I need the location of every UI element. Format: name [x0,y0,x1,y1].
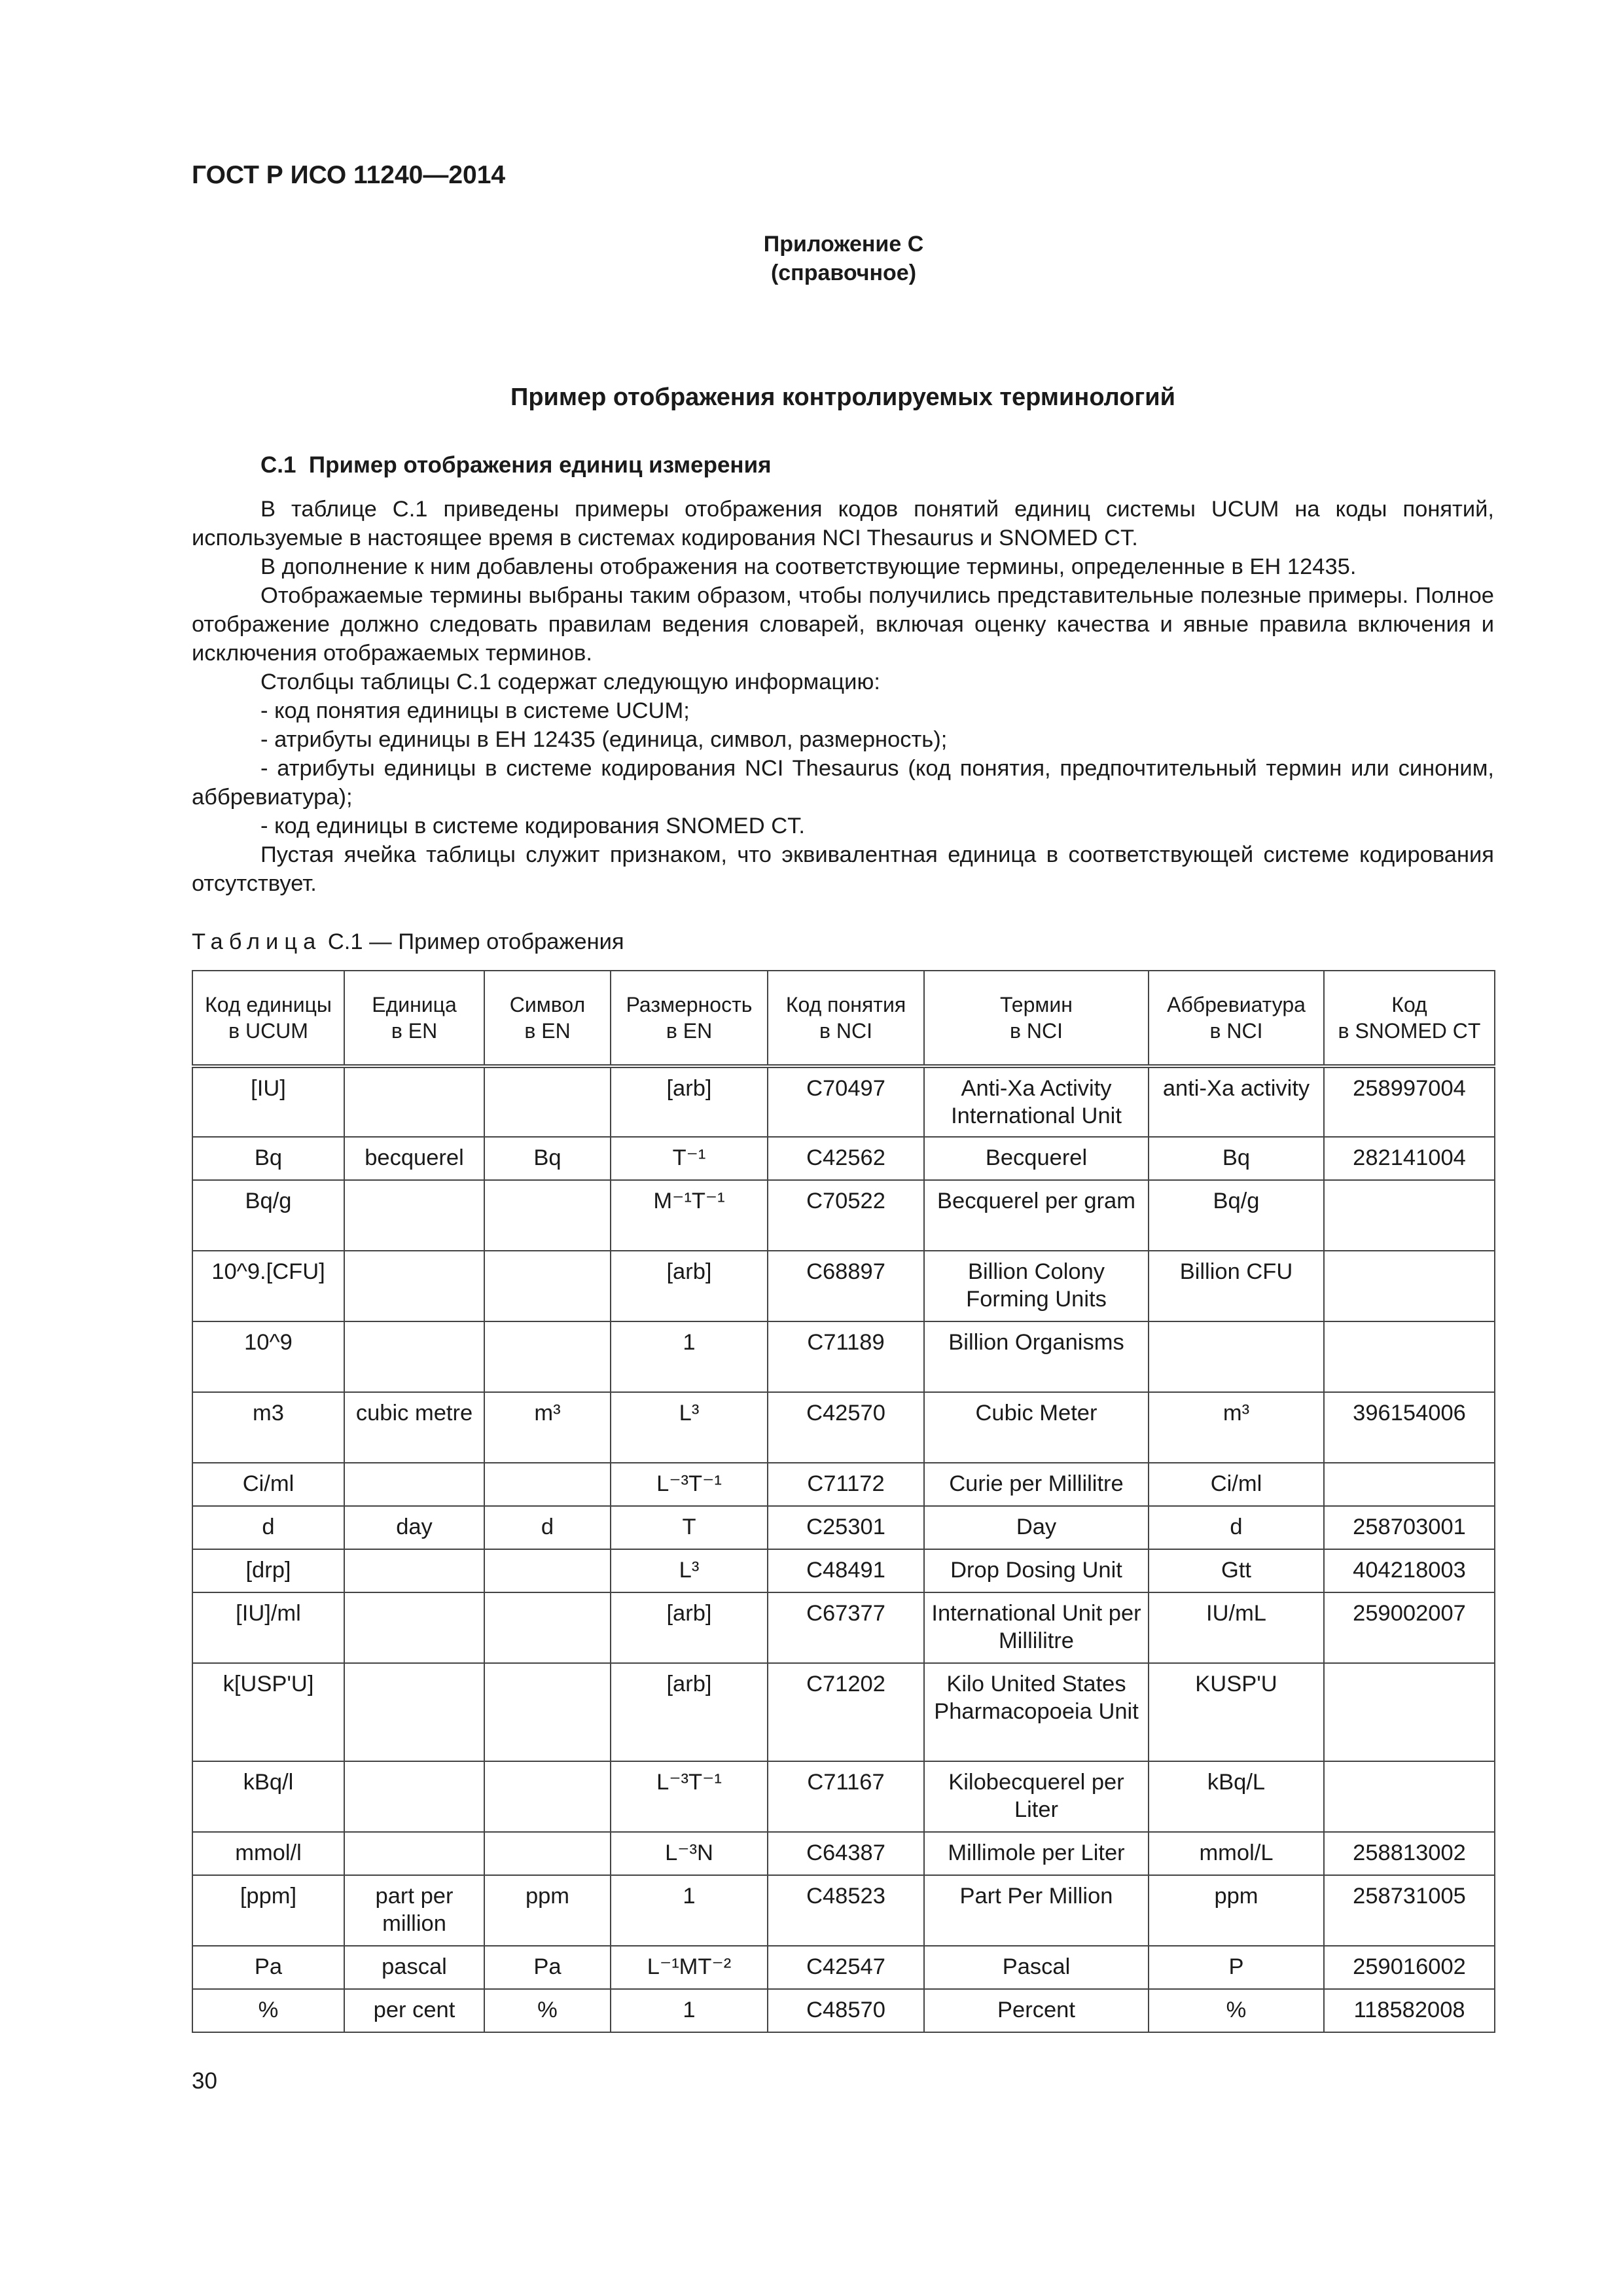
table-row [192,1251,1495,1321]
cell-nci-abbreviation: P [1149,1946,1324,1989]
table-row [192,1592,1495,1663]
cell-nci-term: Day [924,1506,1149,1549]
table-row [192,1066,1495,1137]
cell-nci-abbreviation [1149,1321,1324,1392]
cell-nci-term: Part Per Million [924,1875,1149,1946]
table-row [192,1463,1495,1506]
cell-en-symbol: Bq [484,1137,611,1180]
cell-en-symbol: ppm [484,1875,611,1946]
cell-nci-term: Cubic Meter [924,1392,1149,1463]
cell-en-symbol [484,1592,611,1663]
cell-nci-abbreviation: Ci/ml [1149,1463,1324,1506]
cell-en-unit: cubic metre [344,1392,484,1463]
cell-en-dimension: L³ [611,1549,768,1592]
cell-nci-code: C64387 [768,1832,924,1875]
table-row [192,1989,1495,2032]
cell-en-dimension: M⁻¹T⁻¹ [611,1180,768,1251]
cell-nci-code: C48491 [768,1549,924,1592]
cell-en-symbol [484,1761,611,1832]
cell-snomed-code [1324,1251,1495,1321]
cell-en-unit [344,1463,484,1506]
cell-en-symbol [484,1549,611,1592]
cell-en-dimension: L⁻¹MT⁻² [611,1946,768,1989]
table-row [192,1137,1495,1180]
section-title: Пример отображения единиц измерения [308,452,772,478]
cell-en-dimension: [arb] [611,1592,768,1663]
cell-en-unit [344,1251,484,1321]
body-text [192,495,1494,898]
cell-nci-term: Percent [924,1989,1149,2032]
paragraph: Пустая ячейка таблицы служит признаком, что эквивалентная единица в соответствующей системе кодирования отсутствует. [192,842,1494,896]
cell-nci-code: C48570 [768,1989,924,2032]
cell-en-symbol: % [484,1989,611,2032]
table-row [192,1761,1495,1832]
cell-nci-abbreviation: ppm [1149,1875,1324,1946]
cell-snomed-code: 259016002 [1324,1946,1495,1989]
cell-ucum-code: % [192,1989,344,2032]
cell-nci-code: C42562 [768,1137,924,1180]
cell-en-symbol [484,1066,611,1137]
cell-en-dimension: L⁻³T⁻¹ [611,1761,768,1832]
cell-en-symbol: Pa [484,1946,611,1989]
cell-en-dimension: [arb] [611,1066,768,1137]
cell-ucum-code: Ci/ml [192,1463,344,1506]
table-caption-title: — Пример отображения [369,929,624,954]
cell-ucum-code: 10^9 [192,1321,344,1392]
header-en-symbol: Символ в EN [484,971,611,1066]
cell-nci-code: C71167 [768,1761,924,1832]
cell-nci-code: C71189 [768,1321,924,1392]
cell-nci-term: Becquerel per gram [924,1180,1149,1251]
cell-en-unit: becquerel [344,1137,484,1180]
cell-en-unit [344,1321,484,1392]
cell-nci-term: Billion Organisms [924,1321,1149,1392]
list-item: - код единицы в системе кодирования SNOMED CT. [260,814,805,838]
table-row [192,1506,1495,1549]
cell-snomed-code: 258813002 [1324,1832,1495,1875]
header-ucum-code: Код единицы в UCUM [192,971,344,1066]
cell-nci-abbreviation: kBq/L [1149,1761,1324,1832]
cell-snomed-code: 282141004 [1324,1137,1495,1180]
cell-ucum-code: [IU]/ml [192,1592,344,1663]
cell-en-dimension: [arb] [611,1251,768,1321]
cell-snomed-code: 259002007 [1324,1592,1495,1663]
cell-nci-abbreviation: Billion CFU [1149,1251,1324,1321]
standard-header: ГОСТ Р ИСО 11240—2014 [192,161,506,189]
table-caption [192,929,624,955]
cell-en-unit [344,1832,484,1875]
cell-en-dimension: L³ [611,1392,768,1463]
cell-nci-term: Pascal [924,1946,1149,1989]
header-en-dimension: Размерность в EN [611,971,768,1066]
annex-type: (справочное) [770,260,917,285]
cell-nci-term: Anti-Xa Activity International Unit [924,1066,1149,1137]
cell-nci-code: C67377 [768,1592,924,1663]
cell-en-unit: day [344,1506,484,1549]
cell-nci-code: C70522 [768,1180,924,1251]
cell-ucum-code: kBq/l [192,1761,344,1832]
section-number: С.1 [260,452,296,478]
cell-ucum-code: Bq [192,1137,344,1180]
cell-nci-abbreviation: % [1149,1989,1324,2032]
cell-snomed-code [1324,1663,1495,1761]
cell-nci-term: Kilobecquerel per Liter [924,1761,1149,1832]
cell-en-symbol: m³ [484,1392,611,1463]
cell-en-symbol [484,1832,611,1875]
cell-en-unit [344,1761,484,1832]
cell-ucum-code: mmol/l [192,1832,344,1875]
header-nci-term: Термин в NCI [924,971,1149,1066]
cell-en-symbol [484,1180,611,1251]
cell-ucum-code: k[USP'U] [192,1663,344,1761]
cell-en-symbol: d [484,1506,611,1549]
cell-en-symbol [484,1663,611,1761]
cell-en-dimension: 1 [611,1875,768,1946]
cell-ucum-code: [ppm] [192,1875,344,1946]
cell-snomed-code: 404218003 [1324,1549,1495,1592]
cell-nci-code: C42547 [768,1946,924,1989]
annex-title: Пример отображения контролируемых терминологий [510,384,1175,411]
cell-en-unit [344,1180,484,1251]
cell-ucum-code: 10^9.[CFU] [192,1251,344,1321]
cell-nci-code: C25301 [768,1506,924,1549]
cell-en-unit [344,1592,484,1663]
cell-snomed-code: 396154006 [1324,1392,1495,1463]
cell-nci-code: C70497 [768,1066,924,1137]
cell-en-symbol [484,1251,611,1321]
list-item: - код понятия единицы в системе UCUM; [260,698,690,723]
cell-nci-code: C71172 [768,1463,924,1506]
cell-ucum-code: Bq/g [192,1180,344,1251]
page-number: 30 [192,2068,217,2094]
table-row [192,1875,1495,1946]
table-row [192,1663,1495,1761]
cell-nci-abbreviation: Gtt [1149,1549,1324,1592]
cell-en-unit: part per million [344,1875,484,1946]
paragraph: В таблице С.1 приведены примеры отображения кодов понятий единиц системы UCUM на коды понятий, используемые в настоящее время в системах кодирования NCI Thesaurus и SNOMED CT. [192,497,1494,550]
cell-nci-abbreviation: anti-Xa activity [1149,1066,1324,1137]
cell-nci-term: Drop Dosing Unit [924,1549,1149,1592]
annex-label: Приложение С [763,232,924,257]
cell-en-unit: per cent [344,1989,484,2032]
cell-nci-abbreviation: Bq/g [1149,1180,1324,1251]
cell-snomed-code [1324,1321,1495,1392]
list-item: - атрибуты единицы в системе кодирования NCI Thesaurus (код понятия, предпочтительный термин или синоним, аббревиатура); [192,756,1494,810]
table-row [192,1392,1495,1463]
cell-en-dimension: 1 [611,1989,768,2032]
table-caption-label: Таблица [192,929,322,954]
paragraph: Отображаемые термины выбраны таким образом, чтобы получились представительные полезные примеры. Полное отображение должно следовать правилам ведения словарей, включая оценку качества и явные правила включения и исключения отображаемых терминов. [192,583,1494,666]
header-nci-code: Код понятия в NCI [768,971,924,1066]
cell-nci-abbreviation: Bq [1149,1137,1324,1180]
table-row [192,1180,1495,1251]
header-en-unit: Единица в EN [344,971,484,1066]
cell-en-dimension: L⁻³T⁻¹ [611,1463,768,1506]
cell-ucum-code: Pa [192,1946,344,1989]
cell-nci-term: Billion Colony Forming Units [924,1251,1149,1321]
cell-nci-code: C48523 [768,1875,924,1946]
cell-nci-code: C42570 [768,1392,924,1463]
header-nci-abbreviation: Аббревиатура в NCI [1149,971,1324,1066]
cell-en-dimension: 1 [611,1321,768,1392]
cell-nci-term: Kilo United States Pharmacopoeia Unit [924,1663,1149,1761]
cell-en-symbol [484,1321,611,1392]
paragraph: Столбцы таблицы С.1 содержат следующую информацию: [260,670,880,694]
cell-en-dimension: [arb] [611,1663,768,1761]
cell-ucum-code: [IU] [192,1066,344,1137]
paragraph: В дополнение к ним добавлены отображения на соответствующие термины, определенные в ЕН 12435. [260,554,1357,579]
cell-snomed-code [1324,1463,1495,1506]
cell-nci-code: C71202 [768,1663,924,1761]
cell-snomed-code: 118582008 [1324,1989,1495,2032]
cell-en-dimension: T⁻¹ [611,1137,768,1180]
cell-nci-abbreviation: mmol/L [1149,1832,1324,1875]
cell-nci-term: Becquerel [924,1137,1149,1180]
cell-en-unit [344,1663,484,1761]
cell-snomed-code: 258731005 [1324,1875,1495,1946]
table-row [192,1946,1495,1989]
cell-snomed-code [1324,1180,1495,1251]
mapping-table [192,970,1495,2033]
cell-nci-code: C68897 [768,1251,924,1321]
cell-snomed-code: 258997004 [1324,1066,1495,1137]
cell-en-symbol [484,1463,611,1506]
cell-nci-abbreviation: KUSP'U [1149,1663,1324,1761]
table-body [192,1066,1495,2032]
cell-nci-abbreviation: m³ [1149,1392,1324,1463]
cell-nci-term: International Unit per Millilitre [924,1592,1149,1663]
cell-nci-abbreviation: d [1149,1506,1324,1549]
cell-nci-term: Curie per Millilitre [924,1463,1149,1506]
cell-nci-abbreviation: IU/mL [1149,1592,1324,1663]
cell-en-unit [344,1066,484,1137]
cell-snomed-code [1324,1761,1495,1832]
table-caption-number: С.1 [327,929,363,954]
cell-ucum-code: m3 [192,1392,344,1463]
section-heading [260,452,772,478]
table-row [192,1321,1495,1392]
list-item: - атрибуты единицы в ЕН 12435 (единица, символ, размерность); [260,727,948,752]
table-row [192,1832,1495,1875]
cell-en-unit [344,1549,484,1592]
cell-nci-term: Millimole per Liter [924,1832,1149,1875]
cell-en-unit: pascal [344,1946,484,1989]
cell-en-dimension: T [611,1506,768,1549]
table-row [192,1549,1495,1592]
cell-en-dimension: L⁻³N [611,1832,768,1875]
header-snomed-code: Код в SNOMED CT [1324,971,1495,1066]
table-header-row [192,971,1495,1066]
cell-snomed-code: 258703001 [1324,1506,1495,1549]
cell-ucum-code: [drp] [192,1549,344,1592]
cell-ucum-code: d [192,1506,344,1549]
